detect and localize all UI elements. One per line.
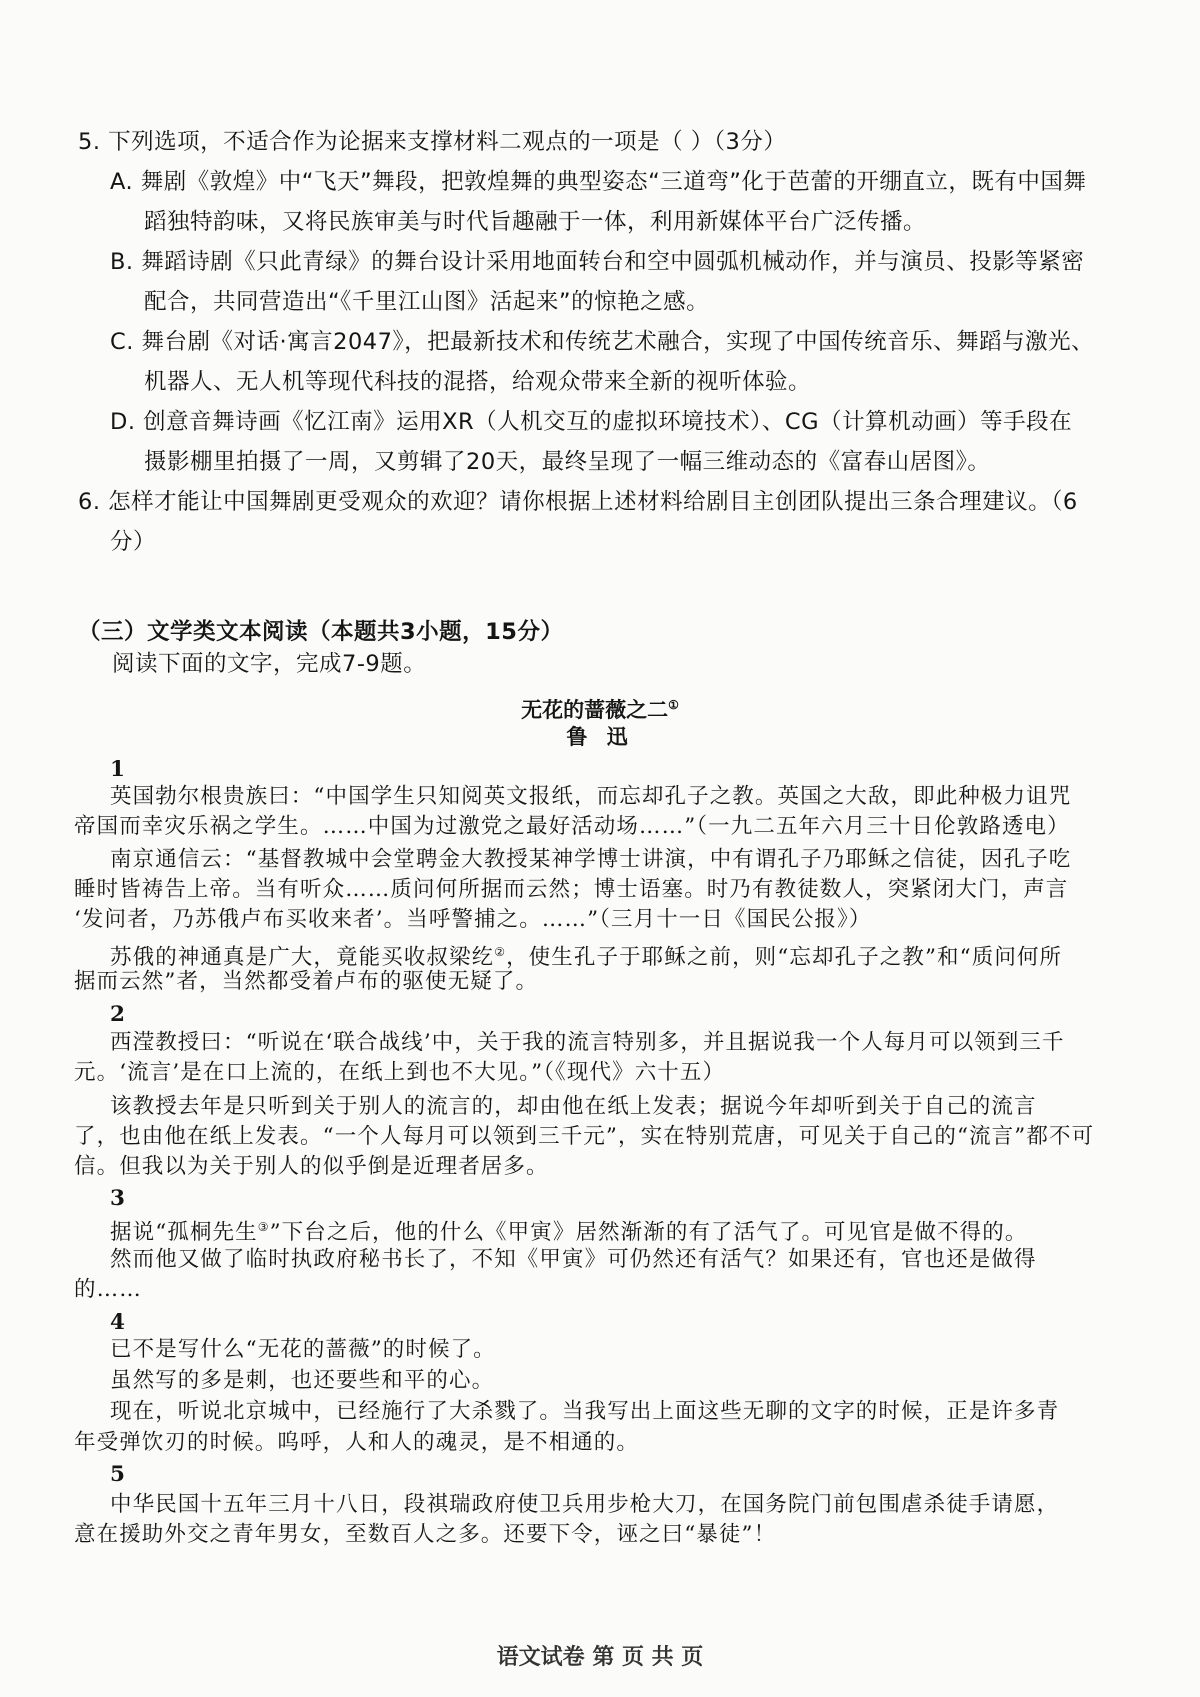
section-number-1: 1: [110, 757, 127, 782]
footnote-marker-1: ①: [668, 698, 679, 712]
page-footer: 语文试卷 第 页 共 页: [496, 1645, 704, 1670]
paragraph-10-line1: 现在，听说北京城中，已经施行了大杀戮了。当我写出上面这些无聊的文字的时候，正是许多青: [110, 1399, 1060, 1424]
paragraph-5-line3: 信。但我以为关于别人的似乎倒是近理者居多。: [74, 1154, 549, 1179]
paragraph-3-line2: 据而云然”者，当然都受着卢布的驱使无疑了。: [74, 969, 539, 994]
option-a-line1: A. 舞剧《敦煌》中“飞天”舞段，把敦煌舞的典型姿态“三道弯”化于芭蕾的开绷直立，既有中国舞: [110, 169, 1087, 195]
option-d-line2: 摄影棚里拍摄了一周，又剪辑了20天，最终呈现了一幅三维动态的《富春山居图》。: [144, 449, 991, 475]
option-d-line1: D. 创意音舞诗画《忆江南》运用XR（人机交互的虚拟环境技术）、CG（计算机动画）等手段在: [110, 409, 1073, 435]
section-number-4: 4: [110, 1310, 127, 1335]
paragraph-8: 已不是写什么“无花的蔷薇”的时候了。: [110, 1337, 496, 1362]
paragraph-10-line2: 年受弹饮刃的时候。呜呼，人和人的魂灵，是不相通的。: [74, 1430, 640, 1455]
paragraph-1-line1: 英国勃尔根贵族曰：“中国学生只知阅英文报纸，而忘却孔子之教。英国之大敌，即此种极力诅咒: [110, 784, 1072, 809]
section-number-3: 3: [110, 1186, 127, 1211]
paragraph-4-line1: 西滢教授曰：“听说在‘联合战线’中，关于我的流言特别多，并且据说我一个人每月可以领到三千: [110, 1030, 1065, 1055]
paragraph-5-line1: 该教授去年是只听到关于别人的流言的，却由他在纸上发表；据说今年却听到关于自己的流言: [110, 1094, 1037, 1119]
section-instruction: 阅读下面的文字，完成7-9题。: [112, 651, 427, 677]
footnote-marker-3: ③: [257, 1220, 270, 1234]
paragraph-5-line2: 了，也由他在纸上发表。“一个人每月可以领到三千元”，实在特别荒唐，可见关于自己的“流言”都不可: [74, 1124, 1095, 1149]
paragraph-7-line2: 的……: [74, 1277, 142, 1302]
paragraph-2-line1: 南京通信云：“基督教城中会堂聘金大教授某神学博士讲演，中有谓孔子乃耶稣之信徒，因孔子吃: [110, 847, 1072, 872]
option-c-line1: C. 舞台剧《对话·寓言2047》，把最新技术和传统艺术融合，实现了中国传统音乐、舞蹈与激光、: [110, 329, 1095, 355]
article-author: 鲁 迅: [566, 724, 634, 749]
option-b-line2: 配合，共同营造出“《千里江山图》活起来”的惊艳之感。: [144, 289, 710, 315]
question-6-line2: 分）: [110, 529, 157, 555]
question-5-stem: 5. 下列选项，不适合作为论据来支撑材料二观点的一项是（ ）（3分）: [78, 129, 787, 155]
paragraph-3-line1: 苏俄的神通真是广大，竟能买收叔梁纥②，使生孔子于耶稣之前，则“忘却孔子之教”和“质问何所: [110, 945, 1063, 971]
section-number-5: 5: [110, 1462, 127, 1487]
paragraph-7-line1: 然而他又做了临时执政府秘书长了，不知《甲寅》可仍然还有活气？如果还有，官也还是做得: [110, 1247, 1037, 1272]
section-heading: （三）文学类文本阅读（本题共3小题，15分）: [78, 619, 564, 645]
question-6-line1: 6. 怎样才能让中国舞剧更受观众的欢迎？请你根据上述材料给剧目主创团队提出三条合理建议。（6: [78, 489, 1078, 515]
paragraph-4-line2: 元。‘流言’是在口上流的，在纸上到也不大见。”（《现代》六十五）: [74, 1060, 726, 1085]
paragraph-1-line2: 帝国而幸灾乐祸之学生。……中国为过激党之最好活动场……”（一九二五年六月三十日伦敦路透电）: [74, 814, 1070, 839]
article-title: 无花的蔷薇之二①: [521, 697, 679, 722]
paragraph-11-line2: 意在援助外交之青年男女，至数百人之多。还要下令，诬之曰“暴徒”！: [74, 1522, 777, 1547]
paragraph-11-line1: 中华民国十五年三月十八日，段祺瑞政府使卫兵用步枪大刀，在国务院门前包围虐杀徒手请愿，: [110, 1492, 1060, 1517]
option-b-line1: B. 舞蹈诗剧《只此青绿》的舞台设计采用地面转台和空中圆弧机械动作，并与演员、投影等紧密: [110, 249, 1085, 275]
footnote-marker-2: ②: [494, 945, 507, 959]
option-a-line2: 蹈独特韵味，又将民族审美与时代旨趣融于一体，利用新媒体平台广泛传播。: [144, 209, 927, 235]
paragraph-9: 虽然写的多是刺，也还要些和平的心。: [110, 1368, 495, 1393]
option-c-line2: 机器人、无人机等现代科技的混搭，给观众带来全新的视听体验。: [144, 369, 812, 395]
paragraph-6-line1: 据说“孤桐先生③”下台之后，他的什么《甲寅》居然渐渐的有了活气了。可见官是做不得的。: [110, 1220, 1028, 1246]
paragraph-2-line3: ‘发问者，乃苏俄卢布买收来者’。当呼警捕之。……”（三月十一日《国民公报》）: [74, 907, 872, 932]
section-number-2: 2: [110, 1002, 127, 1027]
paragraph-2-line2: 睡时皆祷告上帝。当有听众……质问何所据而云然；博士语塞。时乃有教徒数人，突紧闭大门，声言: [74, 877, 1069, 902]
